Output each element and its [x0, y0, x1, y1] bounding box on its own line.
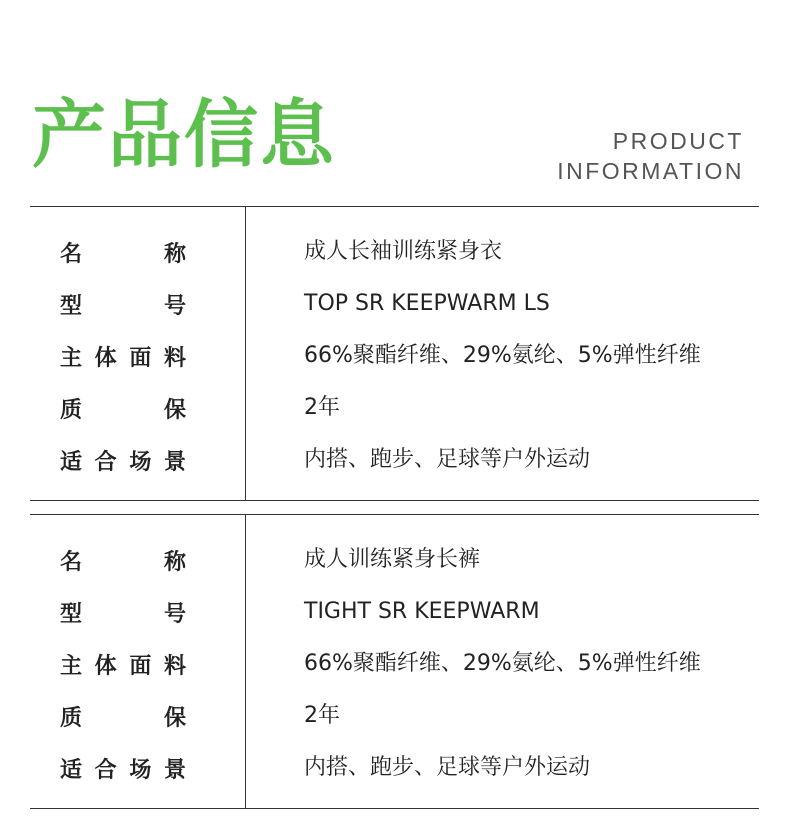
- row-value: TOP SR KEEPWARM LS: [304, 291, 550, 316]
- product-table-top: [30, 206, 759, 501]
- product-table-bottom: [30, 514, 759, 809]
- table-row: [30, 393, 759, 423]
- row-label: 主 体 面 料: [60, 653, 186, 679]
- table-row: [30, 649, 759, 679]
- subtitle-line-1: PRODUCT: [612, 128, 744, 154]
- table-row: [30, 289, 759, 319]
- row-label: 质 保: [60, 397, 186, 423]
- row-value: 66%聚酯纤维、29%氨纶、5%弹性纤维: [304, 343, 701, 368]
- row-label: 名 称: [60, 549, 186, 575]
- table-row: [30, 237, 759, 267]
- row-value: 2年: [304, 703, 340, 728]
- table-row: [30, 545, 759, 575]
- table-row: [30, 701, 759, 731]
- table-row: [30, 341, 759, 371]
- table-row: [30, 753, 759, 783]
- page-subtitle: [557, 126, 744, 186]
- row-value: 2年: [304, 395, 340, 420]
- row-label: 主 体 面 料: [60, 345, 186, 371]
- row-value: 成人训练紧身长裤: [304, 547, 481, 572]
- table-row: [30, 597, 759, 627]
- row-label: 适 合 场 景: [60, 757, 186, 783]
- row-value: 成人长袖训练紧身衣: [304, 239, 503, 264]
- row-value: TIGHT SR KEEPWARM: [304, 599, 540, 624]
- subtitle-line-2: INFORMATION: [557, 158, 744, 184]
- row-value: 66%聚酯纤维、29%氨纶、5%弹性纤维: [304, 651, 701, 676]
- table-row: [30, 445, 759, 475]
- row-value: 内搭、跑步、足球等户外运动: [304, 447, 591, 472]
- row-label: 质 保: [60, 705, 186, 731]
- row-label: 型 号: [60, 601, 186, 627]
- row-value: 内搭、跑步、足球等户外运动: [304, 755, 591, 780]
- row-label: 型 号: [60, 293, 186, 319]
- row-label: 名 称: [60, 241, 186, 267]
- row-label: 适 合 场 景: [60, 449, 186, 475]
- page-title: 产品信息: [32, 92, 336, 178]
